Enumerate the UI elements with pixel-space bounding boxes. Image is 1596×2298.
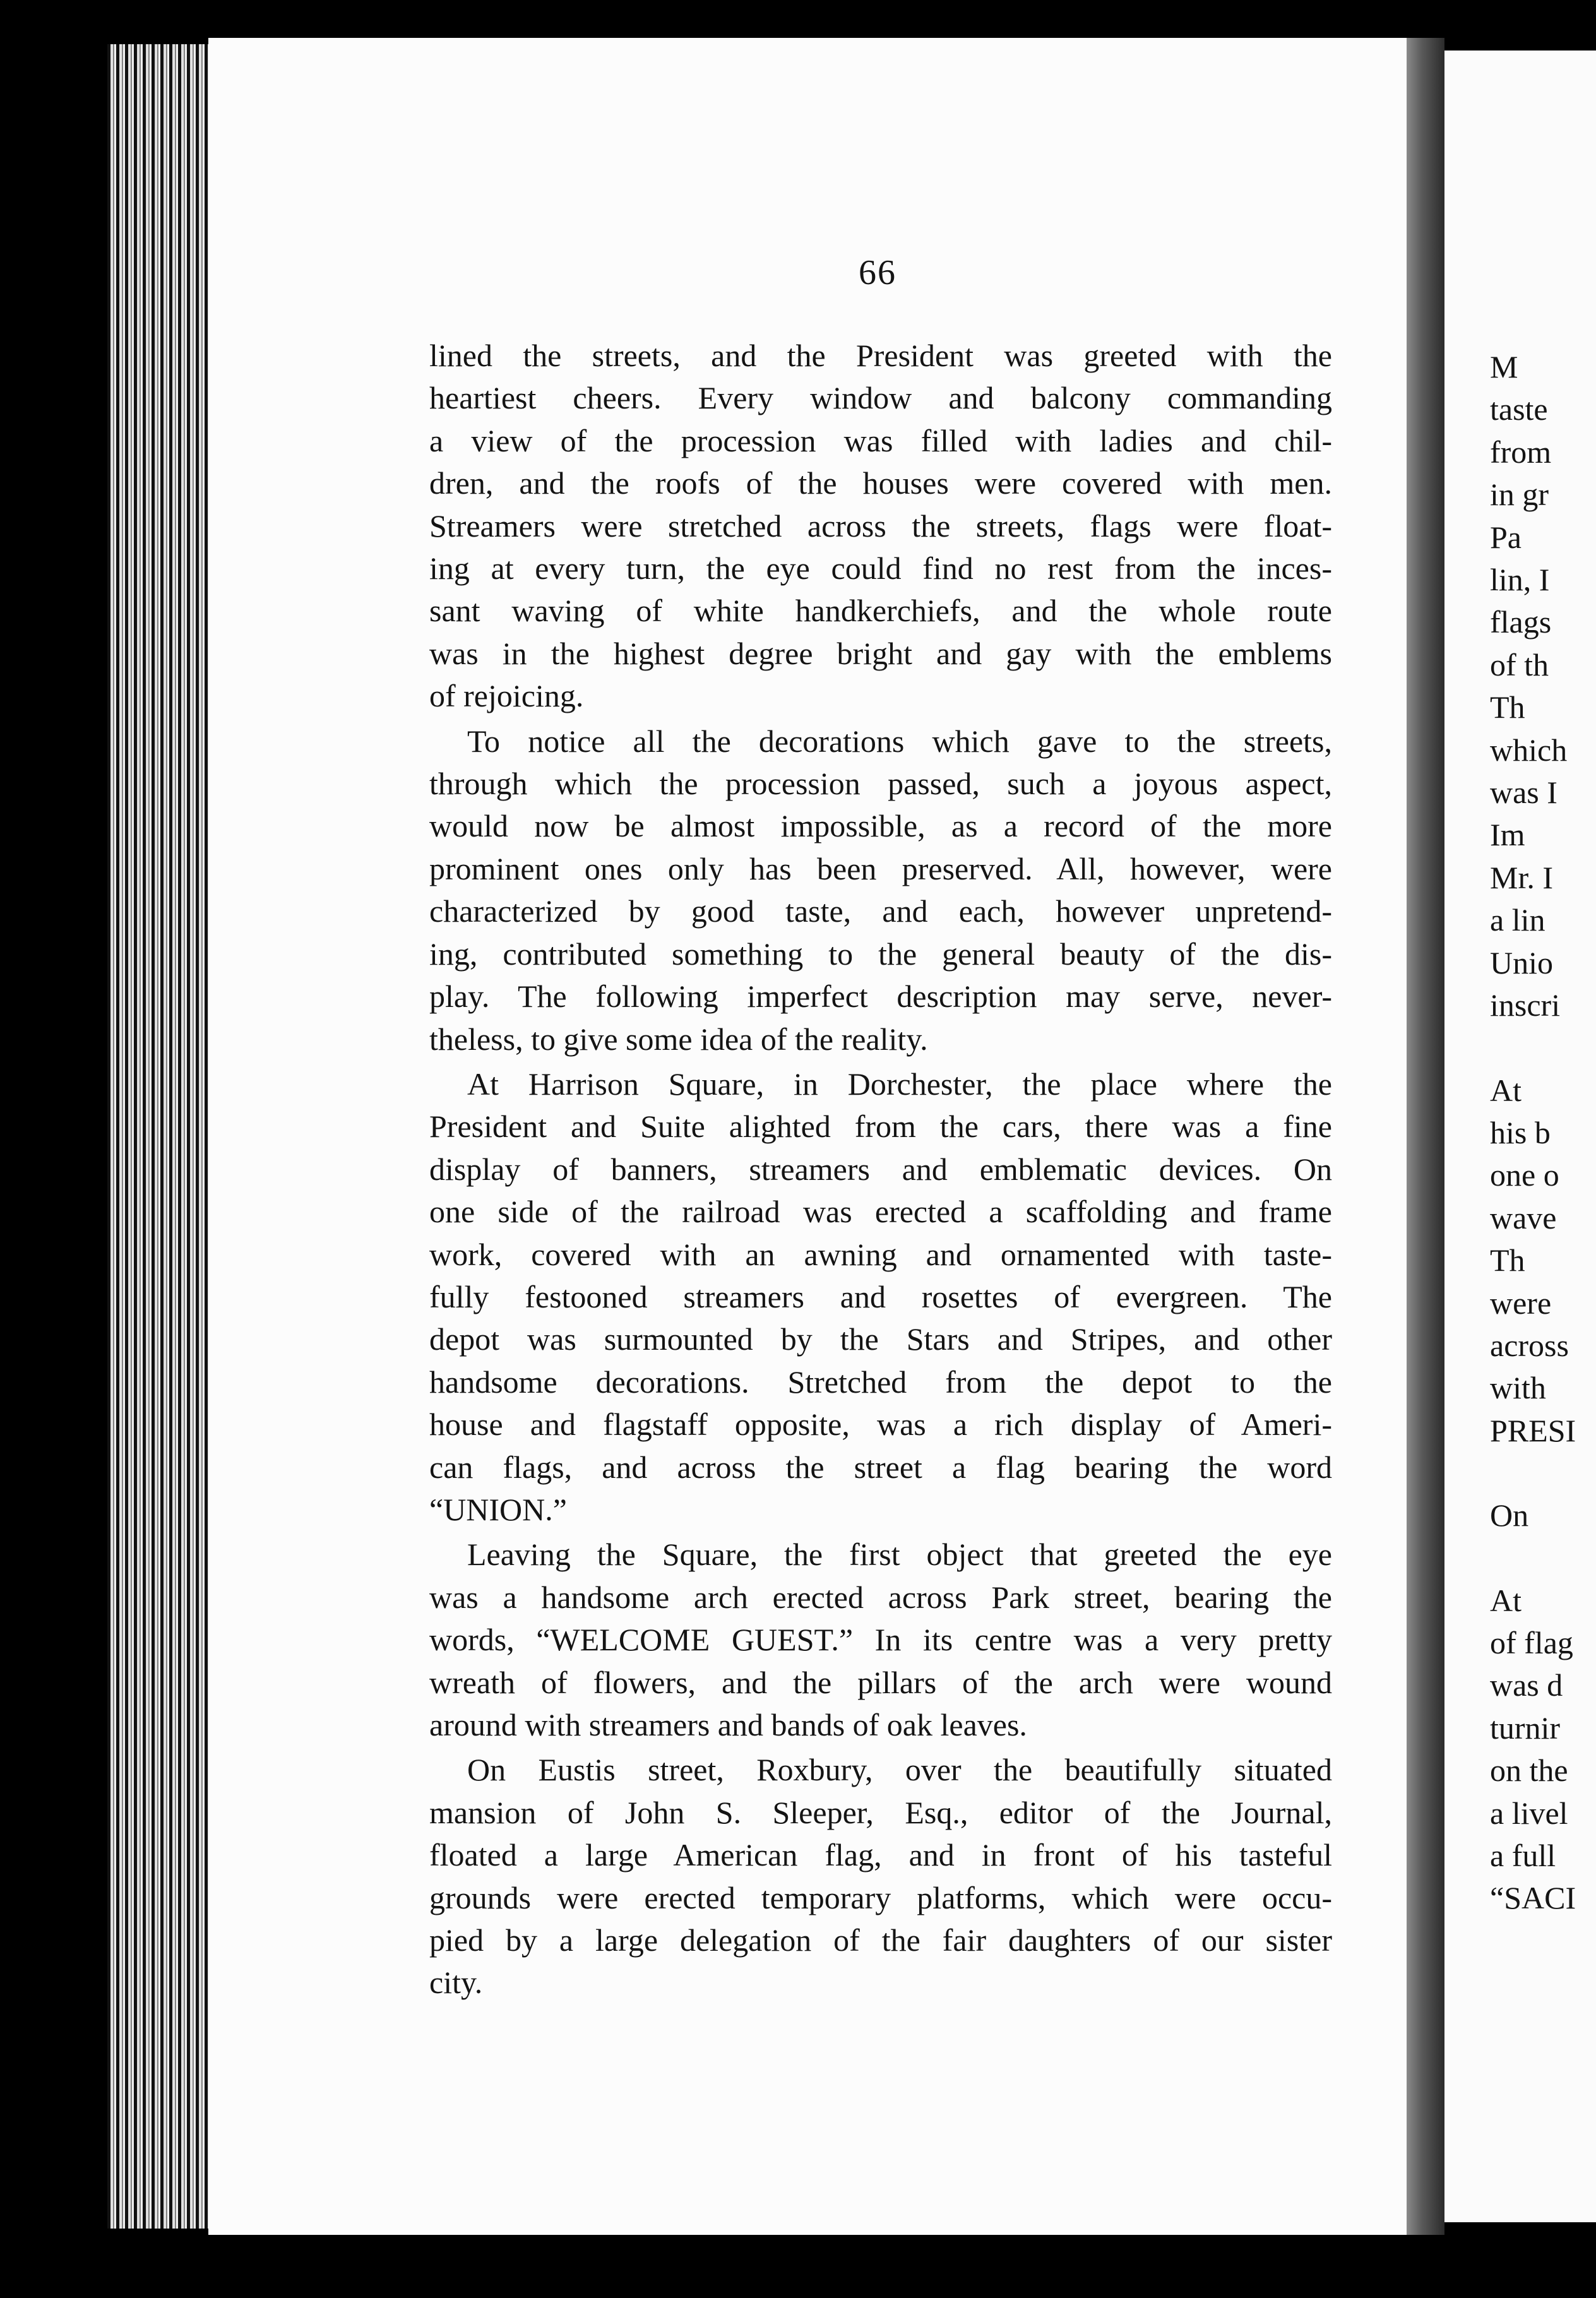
- right-page-fragment: lin, I: [1490, 562, 1550, 598]
- text-line: To notice all the decorations which gave to the streets,: [467, 723, 1332, 759]
- text-line: ing at every turn, the eye could find no rest from the inces-: [429, 551, 1332, 586]
- text-line: a view of the procession was filled with ladies and chil-: [429, 422, 1332, 458]
- text-line: of rejoicing.: [429, 678, 584, 714]
- right-page-fragment: of th: [1490, 646, 1549, 682]
- text-line: one side of the railroad was erected a scaffolding and frame: [429, 1194, 1332, 1230]
- right-page-fragment: from: [1490, 434, 1552, 470]
- right-page-fragment: was d: [1490, 1667, 1563, 1703]
- right-page-fragment: of flag: [1490, 1624, 1573, 1660]
- right-page-fragment: turnir: [1490, 1710, 1561, 1746]
- right-page-fragment: On: [1490, 1497, 1529, 1533]
- text-line: can flags, and across the street a flag bearing the word: [429, 1449, 1332, 1485]
- paragraph: [429, 1533, 1332, 1746]
- text-line: prominent ones only has been preserved. All, however, were: [429, 850, 1332, 886]
- book-gutter: [1407, 38, 1444, 2235]
- right-page-fragment: Pa: [1490, 519, 1522, 555]
- right-page-fragment: Th: [1490, 1242, 1525, 1278]
- text-line: floated a large American flag, and in front of his tasteful: [429, 1837, 1332, 1873]
- right-page-fragment: Unio: [1490, 944, 1553, 980]
- paragraph: [429, 335, 1332, 718]
- text-line: dren, and the roofs of the houses were covered with men.: [429, 465, 1332, 501]
- page-body-text: [429, 335, 1332, 2007]
- text-line: grounds were erected temporary platforms, which were occu-: [429, 1879, 1332, 1915]
- right-page-text-fragments: [1490, 346, 1576, 1920]
- text-line: was a handsome arch erected across Park street, bearing the: [429, 1579, 1332, 1615]
- text-line: play. The following imperfect description may serve, never-: [429, 979, 1332, 1015]
- right-page-fragment: M: [1490, 349, 1518, 384]
- right-page-fragment: PRESI: [1490, 1412, 1576, 1448]
- text-line: work, covered with an awning and ornamented with taste-: [429, 1236, 1332, 1272]
- right-page-fragment: Im: [1490, 817, 1525, 853]
- text-line: “UNION.”: [429, 1491, 567, 1527]
- right-page-fragment: flags: [1490, 604, 1552, 640]
- text-line: Leaving the Square, the first object that greeted the eye: [467, 1537, 1332, 1573]
- text-line: characterized by good taste, and each, however unpretend-: [429, 893, 1332, 929]
- right-page-fragment: his b: [1490, 1114, 1551, 1150]
- right-page-fragment: across: [1490, 1327, 1569, 1363]
- text-line: lined the streets, and the President was greeted with the: [429, 338, 1332, 373]
- right-page-fragment: Th: [1490, 689, 1525, 725]
- right-page-fragment: in gr: [1490, 477, 1549, 513]
- text-line: depot was surmounted by the Stars and Stripes, and other: [429, 1321, 1332, 1357]
- text-line: On Eustis street, Roxbury, over the beautifully situated: [467, 1752, 1332, 1788]
- text-line: ing, contributed something to the general beauty of the dis-: [429, 936, 1332, 972]
- text-line: was in the highest degree bright and gay with the emblems: [429, 635, 1332, 671]
- right-page-fragment: were: [1490, 1285, 1552, 1321]
- page-number: 66: [859, 253, 896, 292]
- paragraph: [429, 1749, 1332, 2004]
- text-line: theless, to give some idea of the reality.: [429, 1021, 928, 1057]
- page-fore-edge: [107, 44, 221, 2229]
- right-page-fragment: taste: [1490, 391, 1548, 427]
- right-page-fragment: wave: [1490, 1200, 1557, 1235]
- text-line: city.: [429, 1965, 483, 2001]
- right-page-fragment: At: [1490, 1582, 1522, 1618]
- right-page-fragment: inscri: [1490, 987, 1561, 1023]
- right-page-fragment: a lin: [1490, 902, 1545, 938]
- text-line: President and Suite alighted from the cars, there was a fine: [429, 1109, 1332, 1145]
- text-line: display of banners, streamers and emblematic devices. On: [429, 1151, 1332, 1187]
- right-page-fragment: a livel: [1490, 1795, 1568, 1831]
- right-page-fragment: [1490, 1027, 1576, 1069]
- text-line: sant waving of white handkerchiefs, and the whole route: [429, 593, 1332, 629]
- right-page-fragment: one o: [1490, 1157, 1559, 1193]
- right-page-fragment: “SACI: [1490, 1880, 1576, 1916]
- text-line: words, “WELCOME GUEST.” In its centre was a very pretty: [429, 1622, 1332, 1658]
- right-page-fragment: [1490, 1537, 1576, 1580]
- text-line: Streamers were stretched across the streets, flags were float-: [429, 508, 1332, 544]
- text-line: handsome decorations. Stretched from the depot to the: [429, 1364, 1332, 1400]
- text-line: mansion of John S. Sleeper, Esq., editor of the Journal,: [429, 1794, 1332, 1830]
- text-line: pied by a large delegation of the fair daughters of our sister: [429, 1922, 1332, 1958]
- text-line: wreath of flowers, and the pillars of the arch were wound: [429, 1664, 1332, 1700]
- right-page-fragment: which: [1490, 732, 1568, 768]
- text-line: around with streamers and bands of oak leaves.: [429, 1707, 1027, 1742]
- right-page-fragment: Mr. I: [1490, 859, 1553, 895]
- text-line: heartiest cheers. Every window and balcony commanding: [429, 380, 1332, 416]
- right-page-fragment: At: [1490, 1072, 1522, 1108]
- text-line: house and flagstaff opposite, was a rich display of Ameri-: [429, 1407, 1332, 1443]
- right-page-fragment: a full: [1490, 1838, 1556, 1873]
- right-page-fragment: [1490, 1452, 1576, 1494]
- paragraph: [429, 1063, 1332, 1531]
- right-page-fragment: with: [1490, 1370, 1546, 1406]
- text-line: fully festooned streamers and rosettes of evergreen. The: [429, 1278, 1332, 1314]
- right-page-fragment: on the: [1490, 1753, 1568, 1789]
- right-page-fragment: was I: [1490, 775, 1557, 811]
- text-line: through which the procession passed, such a joyous aspect,: [429, 766, 1332, 802]
- text-line: At Harrison Square, in Dorchester, the place where the: [467, 1066, 1332, 1102]
- text-line: would now be almost impossible, as a record of the more: [429, 808, 1332, 844]
- paragraph: [429, 720, 1332, 1061]
